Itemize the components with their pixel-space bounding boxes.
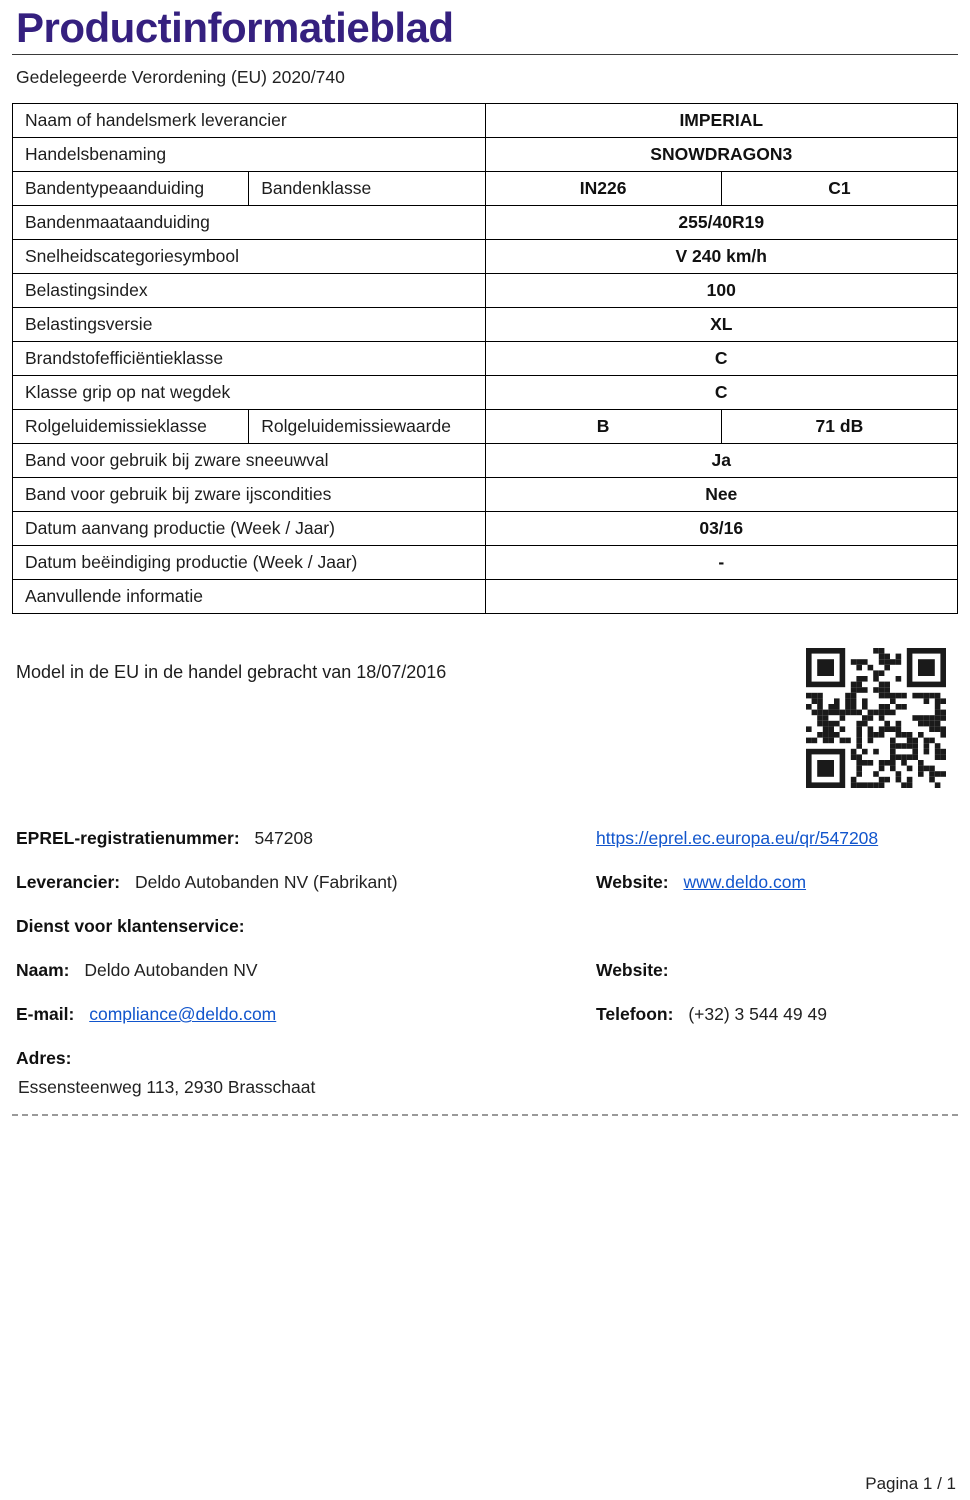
row-label: Rolgeluidemissieklasse (13, 410, 249, 444)
supplier-label: Leverancier: (16, 872, 121, 892)
row-value (485, 580, 958, 614)
supplier-name: Deldo Autobanden NV (Fabrikant) (134, 872, 398, 892)
table-row (13, 444, 958, 478)
table-row (13, 376, 958, 410)
table-row (13, 240, 958, 274)
service-name: Deldo Autobanden NV (84, 960, 258, 980)
phone-label: Telefoon: (596, 1004, 674, 1024)
supplier-details (12, 648, 958, 1116)
table-row (13, 342, 958, 376)
row-value: V 240 km/h (485, 240, 958, 274)
row-label: Naam of handelsmerk leverancier (13, 104, 486, 138)
table-row (13, 138, 958, 172)
header-divider (12, 54, 958, 55)
service-name-row (16, 960, 958, 981)
row-label-2: Rolgeluidemissiewaarde (249, 410, 485, 444)
address-value: Essensteenweg 113, 2930 Brasschaat (18, 1077, 316, 1097)
eprel-label: EPREL-registratienummer: (16, 828, 240, 848)
row-label: Brandstofefficiëntieklasse (13, 342, 486, 376)
row-value: 255/40R19 (485, 206, 958, 240)
website-label: Website: (596, 872, 669, 892)
row-value: IMPERIAL (485, 104, 958, 138)
website-link[interactable]: www.deldo.com (683, 872, 807, 892)
row-label: Datum aanvang productie (Week / Jaar) (13, 512, 486, 546)
row-value: XL (485, 308, 958, 342)
regulation-subtitle: Gedelegeerde Verordening (EU) 2020/740 (16, 67, 345, 87)
email-link[interactable]: compliance@deldo.com (89, 1004, 277, 1024)
website2-label: Website: (596, 960, 669, 980)
eprel-row (16, 828, 958, 849)
row-label: Aanvullende informatie (13, 580, 486, 614)
eprel-number: 547208 (254, 828, 313, 848)
dashed-divider (12, 1114, 958, 1116)
row-value: C (485, 376, 958, 410)
table-row (13, 478, 958, 512)
address-label: Adres: (16, 1048, 72, 1068)
row-label: Band voor gebruik bij zware ijscondities (13, 478, 486, 512)
row-value: Ja (485, 444, 958, 478)
row-label-2: Bandenklasse (249, 172, 485, 206)
row-value: IN226 (485, 172, 721, 206)
row-value: Nee (485, 478, 958, 512)
row-label: Belastingsindex (13, 274, 486, 308)
row-value: C (485, 342, 958, 376)
row-value-2: C1 (721, 172, 957, 206)
qr-code-icon (806, 648, 946, 788)
table-row (13, 546, 958, 580)
table-row (13, 410, 958, 444)
phone-value: (+32) 3 544 49 49 (688, 1004, 827, 1024)
table-row (13, 172, 958, 206)
address-block (16, 1048, 958, 1098)
page-number: Pagina 1 / 1 (865, 1474, 956, 1493)
row-value: - (485, 546, 958, 580)
product-info-table (12, 103, 958, 614)
name-label: Naam: (16, 960, 70, 980)
row-label: Bandenmaataanduiding (13, 206, 486, 240)
row-label: Handelsbenaming (13, 138, 486, 172)
row-label: Band voor gebruik bij zware sneeuwval (13, 444, 486, 478)
table-row (13, 512, 958, 546)
row-label: Klasse grip op nat wegdek (13, 376, 486, 410)
table-row (13, 274, 958, 308)
email-label: E-mail: (16, 1004, 75, 1024)
model-market-date: Model in de EU in de handel gebracht van 18/07/2016 (16, 662, 447, 682)
supplier-row (16, 872, 958, 893)
email-phone-row (16, 1004, 958, 1025)
row-value: 03/16 (485, 512, 958, 546)
eprel-link[interactable]: https://eprel.ec.europa.eu/qr/547208 (596, 828, 879, 848)
model-and-qr (12, 648, 958, 800)
table-row (13, 104, 958, 138)
row-label: Datum beëindiging productie (Week / Jaar) (13, 546, 486, 580)
customer-service-label: Dienst voor klantenservice: (16, 916, 245, 936)
table-row (13, 580, 958, 614)
row-label: Belastingsversie (13, 308, 486, 342)
row-value: 100 (485, 274, 958, 308)
row-label: Snelheidscategoriesymbool (13, 240, 486, 274)
row-value: B (485, 410, 721, 444)
table-row (13, 308, 958, 342)
table-row (13, 206, 958, 240)
contact-info (12, 828, 958, 1098)
page-title: Productinformatieblad (16, 4, 454, 51)
row-label: Bandentypeaanduiding (13, 172, 249, 206)
customer-service-row (16, 916, 958, 937)
row-value: SNOWDRAGON3 (485, 138, 958, 172)
row-value-2: 71 dB (721, 410, 957, 444)
